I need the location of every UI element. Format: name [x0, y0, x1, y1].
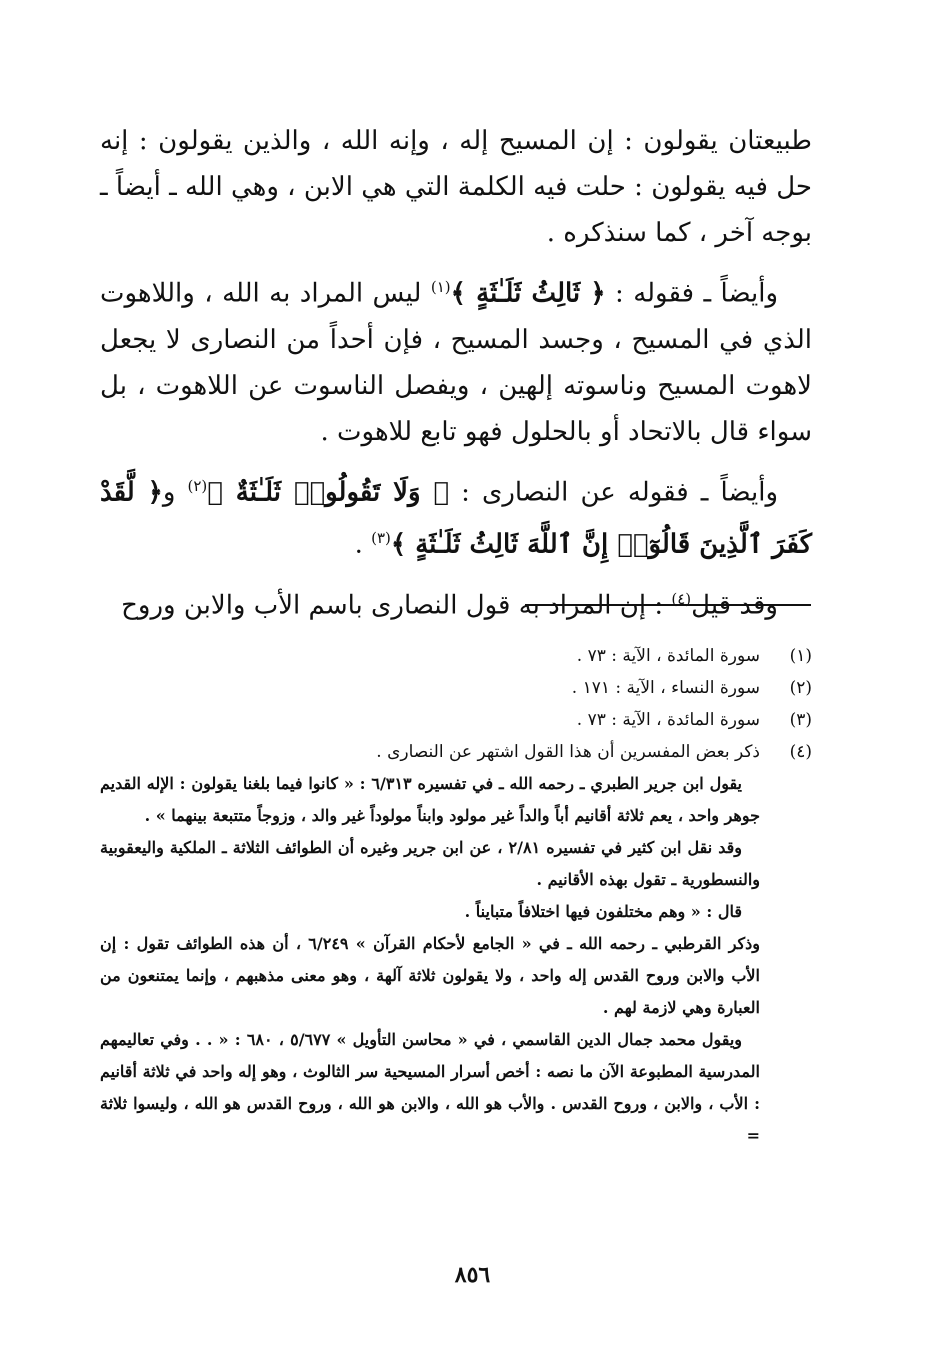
- footnote-number: (١): [789, 646, 812, 666]
- paragraph-3-intro: وأيضاً ـ فقوله عن النصارى :: [449, 477, 779, 508]
- paragraph-3: [100, 463, 812, 568]
- paragraph-2: [100, 264, 812, 455]
- footnote-4-paragraph-quote: قال : « وهم مختلفون فيها اختلافاً متبايناً .: [464, 902, 742, 921]
- page-number: ٨٥٦: [454, 1262, 491, 1288]
- paragraph-2-body: ليس المراد به الله ، واللاهوت الذي في المسيح ، وجسد المسيح ، فإن أحداً من النصارى لا يجعل لاهوت المسيح وناسوته إلهين ، ويفصل الناسوت عن اللاهوت ، بل سواء قال بالاتحاد أو بالحلول فهو تابع للاهوت .: [100, 278, 812, 447]
- footnote-text: ذكر بعض المفسرين أن هذا القول اشتهر عن النصارى .: [376, 742, 760, 762]
- footnote-separator: [525, 604, 811, 606]
- quran-quote-3: ﴿ لَّقَدْ كَفَرَ ٱلَّذِينَ قَالُوٓا۟ إِنَّ ٱللَّهَ ثَالِثُ ثَلَـٰثَةٍ ﴾: [100, 477, 812, 560]
- footnote-ref-4[interactable]: (٤): [671, 589, 692, 608]
- footnote-number: (٤): [789, 742, 812, 762]
- quran-quote-2: ﴿ وَلَا تَقُولُوا۟ ثَلَـٰثَةٌ ﴾: [207, 477, 450, 508]
- footnote-number: (٢): [789, 678, 812, 698]
- footnote-1: [100, 640, 812, 672]
- paragraph-4-body: : إن المراد به قول النصارى باسم الأب والابن وروح: [121, 590, 672, 621]
- footnote-ref-1[interactable]: (١): [430, 278, 451, 296]
- footnote-4: [100, 736, 812, 768]
- paragraph-3-conjunction: و: [162, 477, 188, 508]
- main-text: [100, 118, 812, 637]
- paragraph-4-intro: وقد قيل: [691, 590, 778, 621]
- footnote-text: سورة المائدة ، الآية : ٧٣ .: [576, 710, 760, 730]
- footnote-4-paragraph-tabari: يقول ابن جرير الطبري ـ رحمه الله ـ في تفسيره ٦/٣١٣ : « كانوا فيما بلغنا يقولون : الإله القديم جوهر واحد ، يعم ثلاثة أقانيم أباً والداً غير مولود وابناً مولوداً غير والد ، وزوجاً متتبعة بينهما » .: [100, 774, 760, 825]
- footnote-ref-3[interactable]: (٣): [371, 529, 391, 548]
- footnote-ref-2[interactable]: (٢): [187, 476, 208, 495]
- footnote-4-details: [100, 768, 812, 1152]
- paragraph-4: [100, 576, 812, 629]
- footnote-3: [100, 704, 812, 736]
- footnote-4-paragraph-ibn-kathir: وقد نقل ابن كثير في تفسيره ٢/٨١ ، عن ابن جرير وغيره أن الطوائف الثلاثة ـ الملكية واليعقوبية والنسطورية ـ تقول بهذه الأقانيم .: [100, 838, 760, 889]
- quran-quote-1: ﴿ ثَالِثُ ثَلَـٰثَةٍ ﴾: [450, 278, 606, 309]
- footnotes: [100, 640, 812, 1152]
- footnote-number: (٣): [789, 710, 812, 730]
- footnote-text: سورة المائدة ، الآية : ٧٣ .: [576, 646, 760, 666]
- paragraph-1: طبيعتان يقولون : إن المسيح إله ، وإنه الله ، والذين يقولون : إنه حل فيه يقولون : حلت فيه الكلمة التي هي الابن ، وهي الله ـ أيضاً ـ بوجه آخر ، كما سنذكره .: [100, 126, 812, 248]
- footnote-2: [100, 672, 812, 704]
- paragraph-3-end: .: [354, 529, 372, 560]
- footnote-4-paragraph-qurtubi: وذكر القرطبي ـ رحمه الله ـ في « الجامع لأحكام القرآن » ٦/٢٤٩ ، أن هذه الطوائف تقول : إن الأب والابن وروح القدس إله واحد ، ولا يقولون ثلاثة آلهة ، وهو معنى مذهبهم ، وإنما يمتنعون من العبارة وهي لازمة لهم .: [100, 934, 761, 1017]
- footnote-4-paragraph-qasimi: ويقول محمد جمال الدين القاسمي ، في « محاسن التأويل » ٥/٦٧٧ ، ٦٨٠ : « . . وفي تعاليمهم المدرسية المطبوعة الآن ما نصه : أخص أسرار المسيحية سر الثالوث ، وهو إله واحد في ثلاثة أقانيم : الأب ، والابن ، وروح القدس . والأب هو الله ، والابن هو الله ، وروح القدس هو الله ، وليسوا ثلاثة =: [100, 1030, 760, 1145]
- footnote-text: سورة النساء ، الآية : ١٧١ .: [571, 678, 760, 698]
- paragraph-2-intro: وأيضاً ـ فقوله :: [605, 278, 779, 309]
